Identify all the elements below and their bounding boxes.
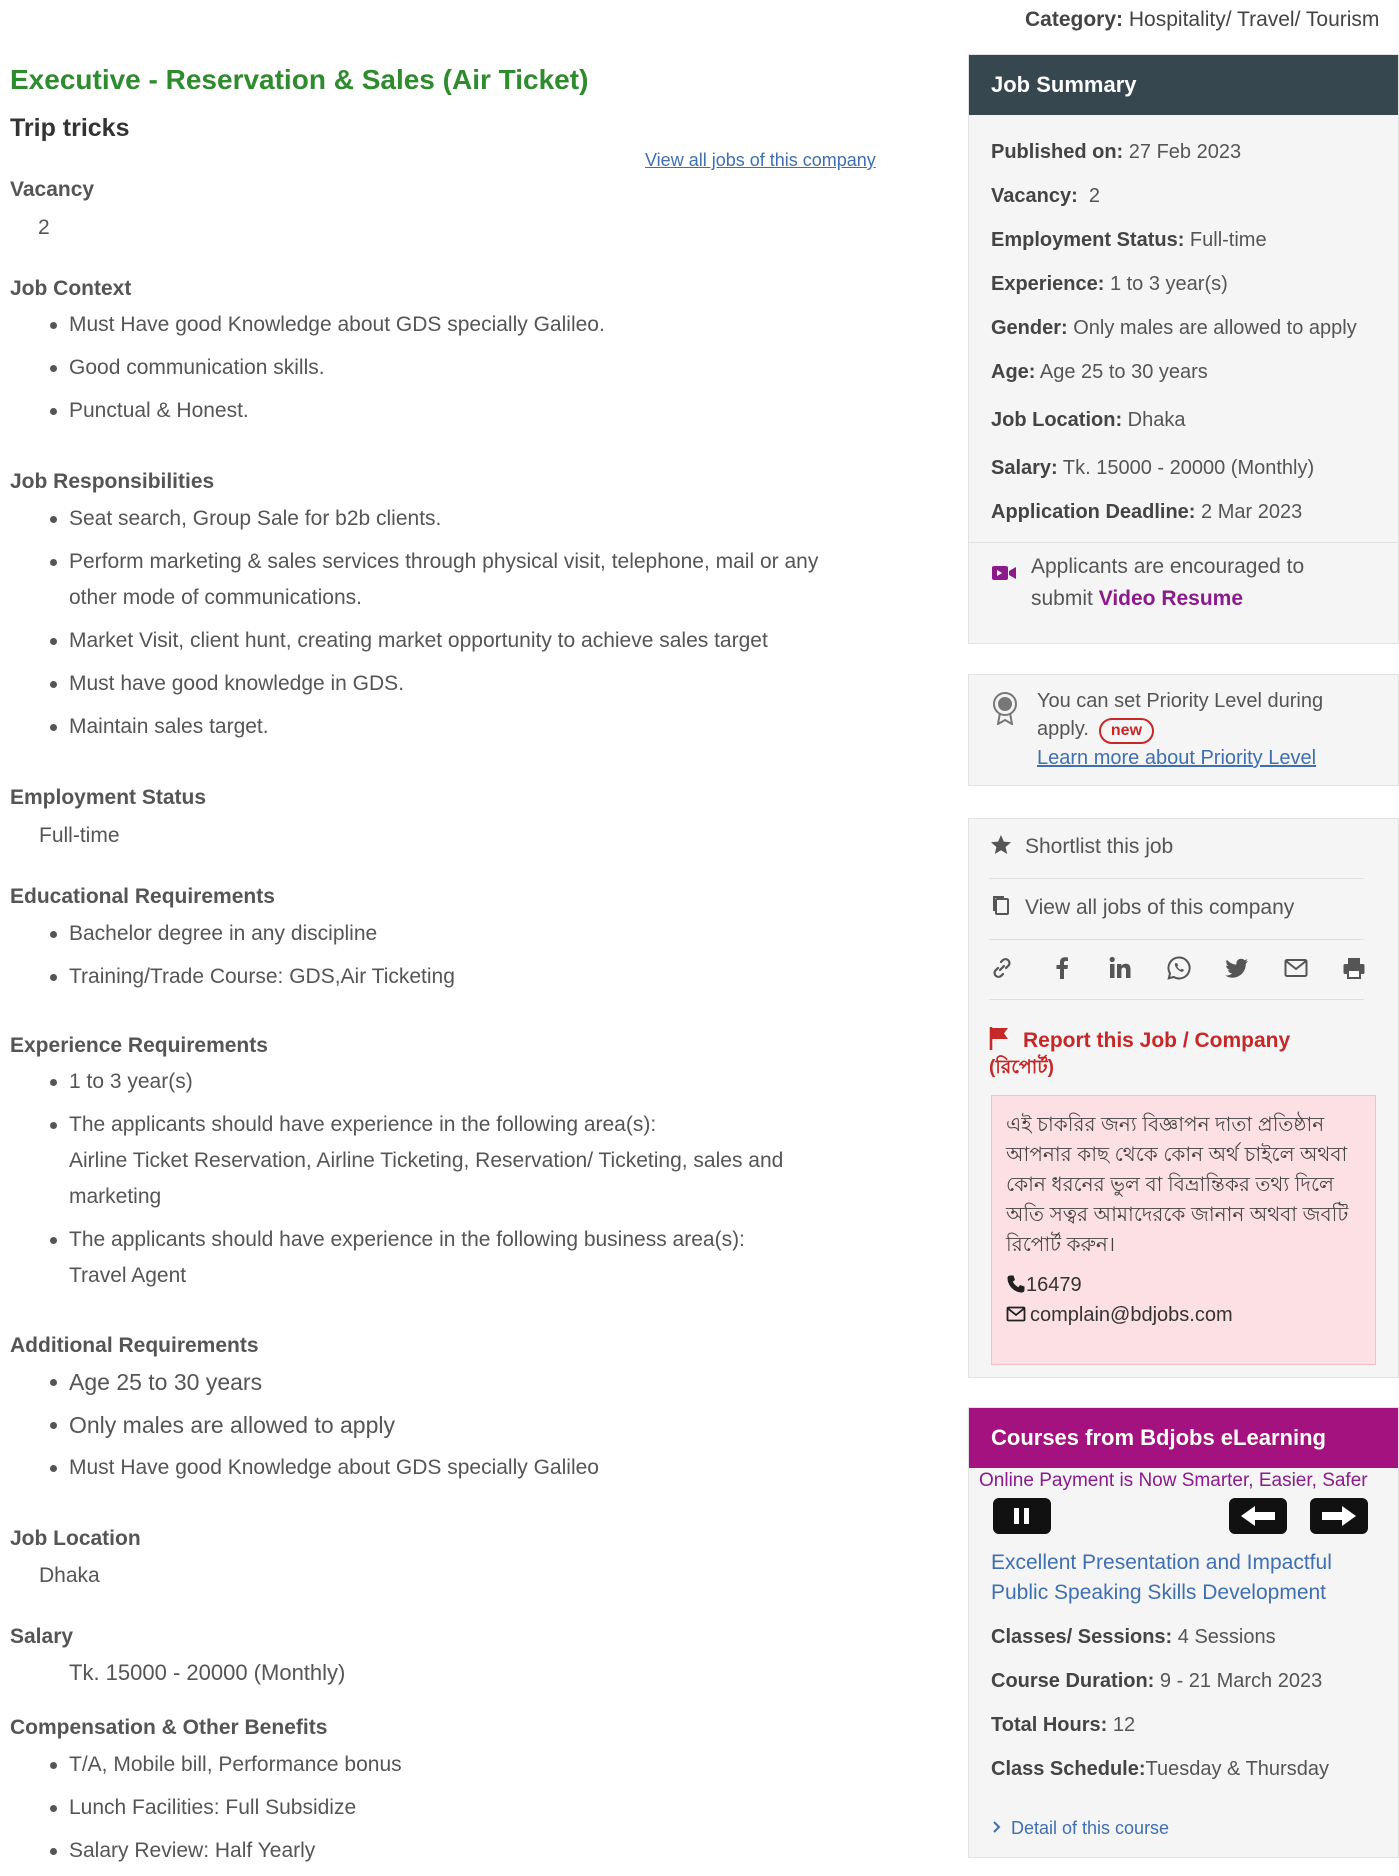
view-all-jobs-button[interactable] [989,894,1294,920]
label: Total Hours: [991,1714,1108,1736]
course-classes [991,1626,1276,1649]
value: 4 Sessions [1172,1626,1276,1648]
category-value: Hospitality/ Travel/ Tourism [1128,8,1380,31]
list-item: Market Visit, client hunt, creating market opportunity to achieve sales target [10,623,818,659]
category-label: Category: [1025,8,1124,31]
divider [969,542,1398,543]
list-item: Bachelor degree in any discipline [10,916,455,952]
detail-label: Detail of this course [1011,1818,1170,1838]
label: Application Deadline: [991,501,1196,523]
job-responsibilities-list [10,501,818,752]
phone-line [1006,1270,1361,1300]
learn-priority-link[interactable]: Learn more about Priority Level [1037,747,1317,769]
job-summary-card [968,54,1399,644]
employment-status-value: Full-time [39,824,120,847]
note-text: You can set Priority Level during [1037,690,1324,712]
list-item: 1 to 3 year(s) [10,1064,783,1100]
summary-published [991,141,1241,164]
summary-job-location [991,409,1185,432]
medal-icon [991,691,1019,730]
job-title: Executive - Reservation & Sales (Air Ticket) [10,64,589,95]
summary-experience [991,273,1228,296]
note-text: Applicants are encouraged to [1031,555,1305,578]
experience-requirements-list [10,1064,783,1294]
prev-button[interactable] [1229,1498,1287,1534]
video-resume-note [1031,551,1304,615]
list-item: T/A, Mobile bill, Performance bonus [10,1747,402,1783]
summary-age [991,361,1208,384]
list-item: Good communication skills. [10,350,605,386]
value: 1 to 3 year(s) [1104,273,1228,295]
view-all-label: View all jobs of this company [1025,896,1295,919]
priority-level-card [968,674,1399,786]
label: Job Location: [991,409,1123,431]
divider [989,939,1364,940]
job-context-list [10,307,605,436]
job-responsibilities-heading: Job Responsibilities [10,470,215,493]
label: Gender: [991,317,1068,339]
summary-vacancy [991,185,1100,208]
copy-icon [989,894,1013,918]
list-item [10,544,818,580]
note-text: apply. [1037,718,1089,740]
list-item: Must have good knowledge in GDS. [10,666,818,702]
course-duration [991,1670,1322,1693]
course-detail-link[interactable] [991,1818,1169,1839]
warning-text: এই চাকরির জন্য বিজ্ঞাপন দাতা প্রতিষ্ঠান আপনার কাছ থেকে কোন অর্থ চাইলে অথবা কোন ধরনের ভুল বা বিভ্রান্তিকর তথ্য দিলে অতি সত্বর আমাদেরকে জানান অথবা জবটি রিপোর্ট করুন। [1006,1114,1349,1256]
additional-requirements-list [10,1364,599,1493]
label: Class Schedule: [991,1758,1146,1780]
arrow-left-icon [1229,1498,1287,1534]
course-hours [991,1714,1135,1737]
vacancy-heading: Vacancy [10,178,95,201]
course-schedule [991,1758,1329,1781]
list-item-continuation [10,580,818,616]
value: 27 Feb 2023 [1123,141,1242,163]
next-button[interactable] [1310,1498,1368,1534]
phone-icon [1006,1274,1026,1294]
list-item-text: Perform marketing & sales services through physical visit, telephone, mail or any [69,550,819,573]
list-item: Punctual & Honest. [10,393,605,429]
list-item: Must Have good Knowledge about GDS specially Galileo [10,1450,599,1486]
arrow-right-icon [1310,1498,1368,1534]
category [1025,8,1379,32]
complain-email[interactable]: complain@bdjobs.com [1030,1304,1233,1326]
company-name: Trip tricks [10,114,130,142]
list-item: Salary Review: Half Yearly [10,1833,402,1869]
additional-requirements-heading: Additional Requirements [10,1334,259,1357]
job-context-heading: Job Context [10,277,132,300]
courses-card [968,1407,1399,1858]
job-actions-card [968,818,1399,1378]
new-badge: new [1099,718,1154,744]
shortlist-button[interactable] [989,833,1173,859]
value: Age 25 to 30 years [1035,361,1208,383]
experience-requirements-heading: Experience Requirements [10,1034,268,1057]
link-icon[interactable] [989,955,1015,986]
list-item: Age 25 to 30 years [10,1364,599,1400]
label: Salary: [991,457,1058,479]
report-label: Report this Job / Company [1023,1029,1291,1052]
whatsapp-icon[interactable] [1166,955,1192,986]
note-text: submit [1031,587,1099,610]
divider [989,999,1364,1000]
value: Tk. 15000 - 20000 (Monthly) [1057,457,1315,479]
list-item: The applicants should have experience in the following area(s): [10,1107,783,1143]
value: 12 [1107,1714,1136,1736]
value: Full-time [1184,229,1267,251]
list-item: Seat search, Group Sale for b2b clients. [10,501,818,537]
label: Published on: [991,141,1124,163]
list-item-continuation: Travel Agent [69,1264,187,1287]
list-item: The applicants should have experience in the following business area(s): [10,1222,783,1258]
list-item: Maintain sales target. [10,709,818,745]
list-item-continuation: Airline Ticket Reservation, Airline Ticketing, Reservation/ Ticketing, sales and [69,1149,784,1172]
envelope-icon [1006,1304,1026,1324]
summary-employment-status [991,229,1267,252]
job-location-heading: Job Location [10,1527,141,1550]
employment-status-heading: Employment Status [10,786,207,809]
payment-marquee: Online Payment is Now Smarter, Easier, Safer [979,1470,1368,1491]
chevron-right-icon [991,1820,1003,1834]
list-item: Must Have good Knowledge about GDS specially Galileo. [10,307,605,343]
label: Vacancy: [991,185,1078,207]
value: 2 Mar 2023 [1195,501,1303,523]
fraud-warning-box [991,1095,1376,1365]
list-item: Lunch Facilities: Full Subsidize [10,1790,402,1826]
report-job-button[interactable] [989,1025,1290,1085]
summary-gender [991,317,1357,340]
video-resume-link[interactable]: Video Resume [1098,587,1244,610]
list-item-continuation: marketing [69,1185,162,1208]
twitter-icon[interactable] [1224,955,1250,986]
label: Course Duration: [991,1670,1155,1692]
vacancy-value: 2 [38,216,50,239]
list-item: Training/Trade Course: GDS,Air Ticketing [10,959,455,995]
shortlist-label: Shortlist this job [1025,835,1174,858]
video-camera-icon [991,563,1017,588]
view-all-jobs-link[interactable]: View all jobs of this company [645,150,876,170]
list-item: Only males are allowed to apply [10,1407,599,1443]
print-icon[interactable] [1341,955,1367,986]
summary-deadline [991,501,1302,524]
label: Experience: [991,273,1105,295]
facebook-icon[interactable] [1049,955,1075,986]
value: Only males are allowed to apply [1067,317,1357,339]
label: Age: [991,361,1036,383]
email-line [1006,1300,1361,1330]
pause-icon [993,1498,1051,1534]
salary-value: Tk. 15000 - 20000 (Monthly) [69,1660,346,1685]
compensation-list [10,1747,402,1876]
value: Dhaka [1122,409,1186,431]
value: Tuesday & Thursday [1145,1758,1329,1780]
priority-note [1037,687,1323,772]
divider [989,878,1364,879]
star-icon [989,833,1013,857]
educational-requirements-heading: Educational Requirements [10,885,275,908]
educational-requirements-list [10,916,455,1002]
compensation-heading: Compensation & Other Benefits [10,1716,328,1739]
linkedin-icon[interactable] [1107,955,1133,986]
email-icon[interactable] [1283,955,1309,986]
courses-title: Courses from Bdjobs eLearning [969,1408,1398,1468]
salary-heading: Salary [10,1625,74,1648]
label: Classes/ Sessions: [991,1626,1173,1648]
value: 9 - 21 March 2023 [1154,1670,1323,1692]
course-title-link[interactable]: Excellent Presentation and Impactful Public Speaking Skills Development [991,1551,1332,1604]
pause-button[interactable] [993,1498,1051,1534]
value: 2 [1077,185,1100,207]
report-label-bn: (রিপোর্ট) [989,1057,1054,1078]
phone-number[interactable]: 16479 [1026,1274,1082,1296]
label: Employment Status: [991,229,1185,251]
list-item-text: other mode of communications. [69,586,362,609]
job-summary-title: Job Summary [969,55,1398,115]
flag-icon [989,1025,1011,1051]
job-location-value: Dhaka [39,1564,100,1587]
summary-salary [991,457,1314,480]
